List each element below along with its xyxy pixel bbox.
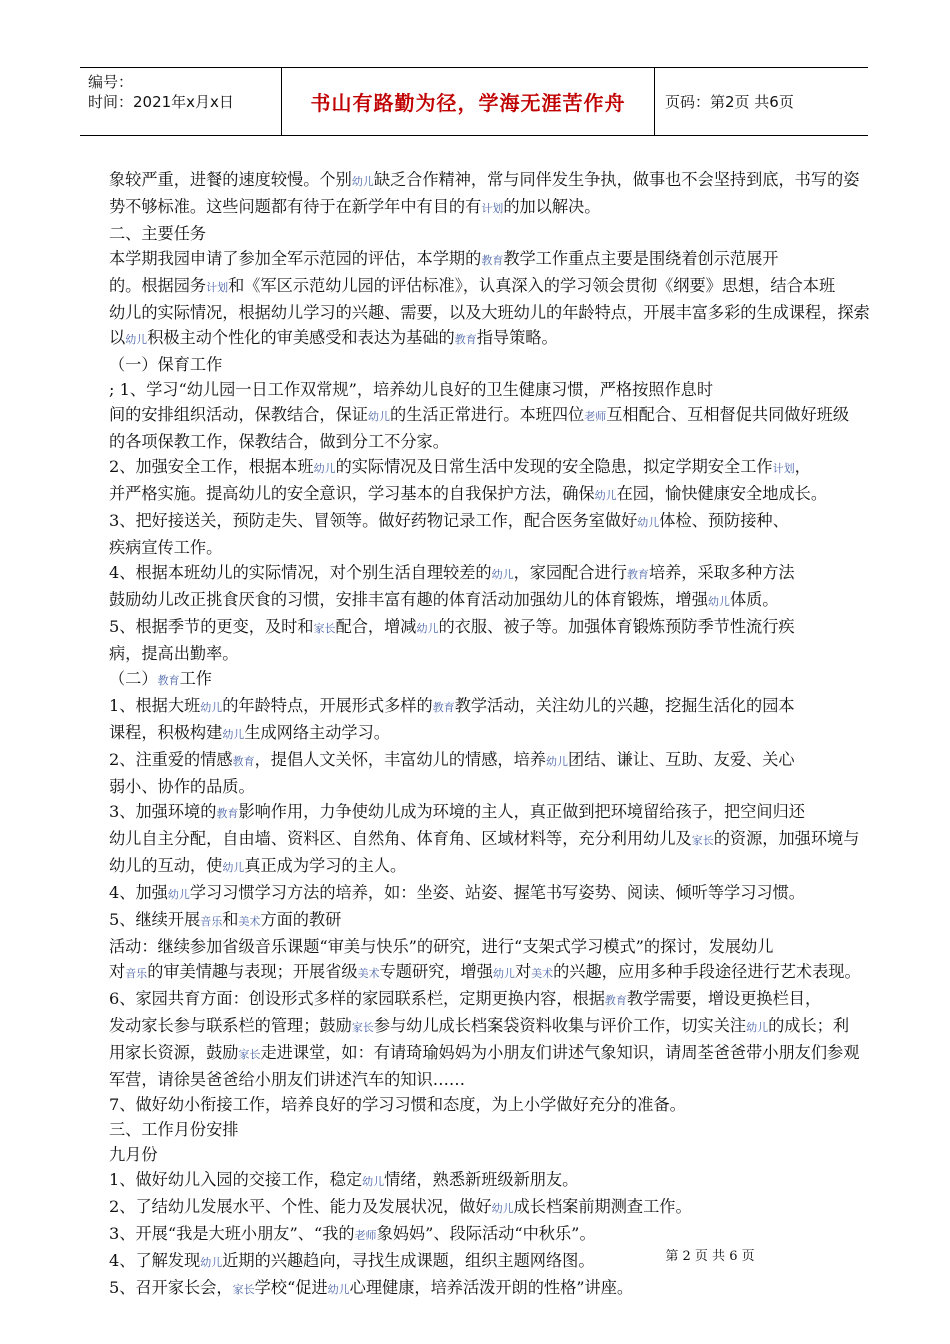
text-segment: 互相配合、互相督促共同做好班级 [606,405,850,424]
text-segment: 3、加强环境的 [109,802,217,821]
text-line [109,508,909,535]
text-line [109,934,909,959]
text-line [109,221,909,246]
text-segment: 配合，增减 [335,617,417,636]
text-segment: 本学期我园申请了参加全军示范园的评估，本学期的 [109,249,482,268]
keyword-link: 家长 [313,622,336,635]
keyword-link: 教育 [216,807,239,820]
keyword-link: 幼儿 [351,175,374,188]
text-segment: 情绪，熟悉新班级新朋友。 [384,1170,579,1189]
text-segment: ，家园配合进行 [513,563,627,582]
text-line [109,666,909,693]
text-segment: 以 [109,328,126,347]
text-segment: 的衣服、被子等。加强体育锻炼预防季节性流行疾 [438,617,795,636]
text-line [109,720,909,747]
text-segment: 鼓励幼儿改正挑食厌食的习惯，安排丰富有趣的体育活动加强幼儿的体育锻炼，增强 [109,590,708,609]
doc-number: 编号： [88,73,134,91]
text-line [109,300,909,325]
text-segment: 教学活动，关注幼儿的兴趣，挖掘生活化的园本 [454,696,795,715]
text-segment: 成长档案前期测查工作。 [513,1197,692,1216]
text-segment: 学校“促进 [254,1278,328,1297]
text-segment: 团结、谦让、互助、友爱、关心 [568,750,795,769]
keyword-link: 幼儿 [491,1202,514,1215]
text-line [109,273,909,300]
text-segment: ， [794,457,811,476]
keyword-link: 教育 [626,568,649,581]
text-segment: 5、继续开展 [109,910,201,929]
text-segment: 学习习惯学习方法的培养，如：坐姿、站姿、握笔书写姿势、阅读、倾听等学习习惯。 [189,883,805,902]
text-segment: 在园，愉快健康安全地成长。 [616,484,828,503]
text-segment: 对 [109,962,126,981]
text-line [109,1194,909,1221]
text-segment: 并严格实施。提高幼儿的安全意识，学习基本的自我保护方法，确保 [109,484,595,503]
keyword-link: 幼儿 [362,1175,385,1188]
text-segment: 5、召开家长会， [109,1278,233,1297]
text-segment: 活动：继续参加省级音乐课题“审美与快乐”的研究，进行“支架式学习模式”的探讨，发展幼儿 [109,937,774,956]
keyword-link: 幼儿 [416,622,439,635]
keyword-link: 幼儿 [746,1021,769,1034]
text-segment: 二、主要任务 [109,224,207,243]
keyword-link: 教育 [604,994,627,1007]
text-line [109,959,909,986]
keyword-link: 幼儿 [707,595,730,608]
text-segment: 体质。 [729,590,779,609]
keyword-link: 家长 [232,1283,255,1296]
text-line [109,774,909,799]
keyword-link: 美术 [357,967,380,980]
text-segment: 7、做好幼小衔接工作，培养良好的学习习惯和态度，为上小学做好充分的准备。 [109,1095,686,1114]
text-segment: 的兴趣，应用多种手段途径进行艺术表现。 [553,962,861,981]
text-segment: 的生活正常进行。本班四位 [390,405,585,424]
text-segment: 象较严重，进餐的速度较慢。个别 [109,170,352,189]
text-line [109,377,909,402]
text-segment: 的资源，加强环境与 [713,829,860,848]
text-segment: 1、做好幼儿入园的交接工作，稳定 [109,1170,363,1189]
text-line [109,907,909,934]
text-segment: （一）保育工作 [109,355,223,374]
text-segment: 和 [222,910,239,929]
text-segment: 积极主动个性化的审美感受和表达为基础的 [147,328,455,347]
text-line [109,246,909,273]
text-segment: 体检、预防接种、 [659,511,789,530]
text-line [109,1067,909,1092]
text-line [109,986,909,1013]
text-segment: 幼儿的互动，使 [109,856,223,875]
keyword-link: 幼儿 [327,1283,350,1296]
text-line [109,853,909,880]
text-segment: 2、了结幼儿发展水平、个性、能力及发展状况，做好 [109,1197,492,1216]
text-line [109,1142,909,1167]
keyword-link: 计划 [481,202,504,215]
text-segment: 工作 [179,669,212,688]
keyword-link: 幼儿 [313,462,336,475]
text-segment: 势不够标准。这些问题都有待于在新学年中有目的有 [109,197,482,216]
text-segment: 的实际情况及日常生活中发现的安全隐患，拟定学期安全工作 [335,457,773,476]
keyword-link: 教育 [232,755,255,768]
keyword-link: 美术 [531,967,554,980]
keyword-link: 老师 [584,410,607,423]
text-segment: 疾病宣传工作。 [109,538,223,557]
page-header [80,67,868,136]
text-segment: 对 [514,962,532,981]
text-segment: 幼儿自主分配，自由墙、资料区、自然角、体育角、区域材料等，充分利用幼儿及 [109,829,692,848]
text-segment: 弱小、协作的品质。 [109,777,255,796]
text-line [109,429,909,454]
text-segment: 参与幼儿成长档案袋资料收集与评价工作，切实关注 [373,1016,747,1035]
text-segment: 近期的兴趣趋向，寻找生成课题，组织主题网络图。 [222,1251,595,1270]
text-line [109,481,909,508]
text-line [109,194,909,221]
text-line [109,1092,909,1117]
text-segment: 专题研究，增强 [379,962,493,981]
text-segment: 三、工作月份安排 [109,1120,239,1139]
keyword-link: 幼儿 [125,333,148,346]
keyword-link: 计划 [772,462,795,475]
text-segment: 教学工作重点主要是围绕着创示范展开 [503,249,779,268]
keyword-link: 老师 [354,1229,377,1242]
text-segment: 的成长；利 [768,1016,850,1035]
keyword-link: 教育 [157,674,180,687]
text-segment: 走进课堂，如：有请琦瑜妈妈为小朋友们讲述气象知识，请周荃爸爸带小朋友们参观 [260,1043,860,1062]
keyword-link: 教育 [432,701,455,714]
text-segment: 6、家园共育方面：创设形式多样的家园联系栏，定期更换内容，根据 [109,989,605,1008]
text-segment: 4、了解发现 [109,1251,201,1270]
text-line [109,535,909,560]
keyword-link: 计划 [206,281,229,294]
doc-date: 时间：2021年x月x日 [88,93,234,111]
header-motto: 书山有路勤为径，学海无涯苦作舟 [282,68,655,135]
page-footer [0,1245,950,1264]
text-segment: 的。根据园务 [109,276,207,295]
text-segment: 方面的教研 [260,910,342,929]
text-line [109,1117,909,1142]
keyword-link: 家长 [691,834,714,847]
keyword-link: 家长 [238,1048,261,1061]
text-segment: 2、加强安全工作，根据本班 [109,457,314,476]
text-segment: 影响作用，力争使幼儿成为环境的主人，真正做到把环境留给孩子，把空间归还 [238,802,805,821]
text-line [109,880,909,907]
header-page-number: 页码：第2页 共6页 [665,93,794,111]
text-segment: 2、注重爱的情感 [109,750,233,769]
text-line [109,826,909,853]
text-segment: 指导策略。 [476,328,558,347]
text-segment: 象妈妈”、段际活动“中秋乐”。 [376,1224,596,1243]
text-segment: 生成网络主动学习。 [244,723,390,742]
text-segment: 缺乏合作精神，常与同伴发生争执，做事也不会坚持到底，书写的姿 [373,170,860,189]
text-segment: 课程，积极构建 [109,723,223,742]
text-segment: 1、根据大班 [109,696,201,715]
keyword-link: 教育 [454,333,477,346]
text-segment: 3、开展“我是大班小朋友”、“我的 [109,1224,355,1243]
text-segment: 教学需要，增设更换栏目， [626,989,822,1008]
text-segment: 病，提高出勤率。 [109,644,239,663]
keyword-link: 幼儿 [594,489,617,502]
text-segment: 培养，采取多种方法 [648,563,795,582]
text-line [109,1167,909,1194]
text-line [109,1221,909,1248]
text-line [109,641,909,666]
text-line [109,614,909,641]
text-segment: 和《军区示范幼儿园的评估标准》，认真深入的学习领会贯彻《纲要》思想，结合本班 [228,276,836,295]
text-line [109,325,909,352]
keyword-link: 幼儿 [200,701,223,714]
keyword-link: 教育 [481,254,504,267]
keyword-link: 音乐 [200,915,223,928]
text-segment: 发动家长参与联系栏的管理；鼓励 [109,1016,352,1035]
keyword-link: 幼儿 [492,967,515,980]
keyword-link: 幼儿 [368,410,390,423]
text-segment: 间的安排组织活动，保教结合，保证 [109,405,368,424]
keyword-link: 幼儿 [546,755,568,768]
keyword-link: 幼儿 [222,728,245,741]
keyword-link: 幼儿 [222,861,245,874]
text-line [109,167,909,194]
text-segment: 九月份 [109,1145,158,1164]
text-segment: 军营，请徐昊爸爸给小朋友们讲述汽车的知识…… [109,1070,466,1089]
text-segment: 4、根据本班幼儿的实际情况，对个别生活自理较差的 [109,563,492,582]
text-line [109,747,909,774]
keyword-link: 幼儿 [167,888,190,901]
document-body [109,167,909,1302]
text-line [109,454,909,481]
text-segment: （二） [109,669,158,688]
text-segment: 的各项保教工作，保教结合，做到分工不分家。 [109,432,449,451]
keyword-link: 幼儿 [637,516,660,529]
text-segment: 的年龄特点，开展形式多样的 [222,696,433,715]
text-segment: ，提倡人文关怀，丰富幼儿的情感，培养 [254,750,546,769]
text-segment: 4、加强 [109,883,168,902]
text-line [109,1040,909,1067]
text-line [109,352,909,377]
text-segment: 的加以解决。 [503,197,601,216]
text-segment: 幼儿的实际情况，根据幼儿学习的兴趣、需要，以及大班幼儿的年龄特点，开展丰富多彩的生成课程，探索 [109,303,870,322]
keyword-link: 幼儿 [491,568,514,581]
keyword-link: 音乐 [125,967,148,980]
text-segment: 真正成为学习的主人。 [244,856,407,875]
text-line [109,560,909,587]
keyword-link: 幼儿 [200,1256,223,1269]
footer-page-number: 第 2 页 共 6 页 [665,1249,755,1264]
header-meta [80,68,282,135]
text-segment: 3、把好接送关，预防走失、冒领等。做好药物记录工作，配合医务室做好 [109,511,638,530]
text-segment: 的审美情趣与表现；开展省级 [147,962,358,981]
keyword-link: 家长 [351,1021,374,1034]
text-line [109,1275,909,1302]
text-segment: 用家长资源，鼓励 [109,1043,239,1062]
text-line [109,1013,909,1040]
text-line [109,693,909,720]
keyword-link: 美术 [238,915,261,928]
text-line [109,402,909,429]
text-line [109,799,909,826]
text-line [109,587,909,614]
text-segment: 5、根据季节的更变，及时和 [109,617,314,636]
text-segment: ; 1、学习“幼儿园一日工作双常规”，培养幼儿良好的卫生健康习惯，严格按照作息时 [109,380,714,399]
text-segment: 心理健康，培养活泼开朗的性格”讲座。 [349,1278,634,1297]
